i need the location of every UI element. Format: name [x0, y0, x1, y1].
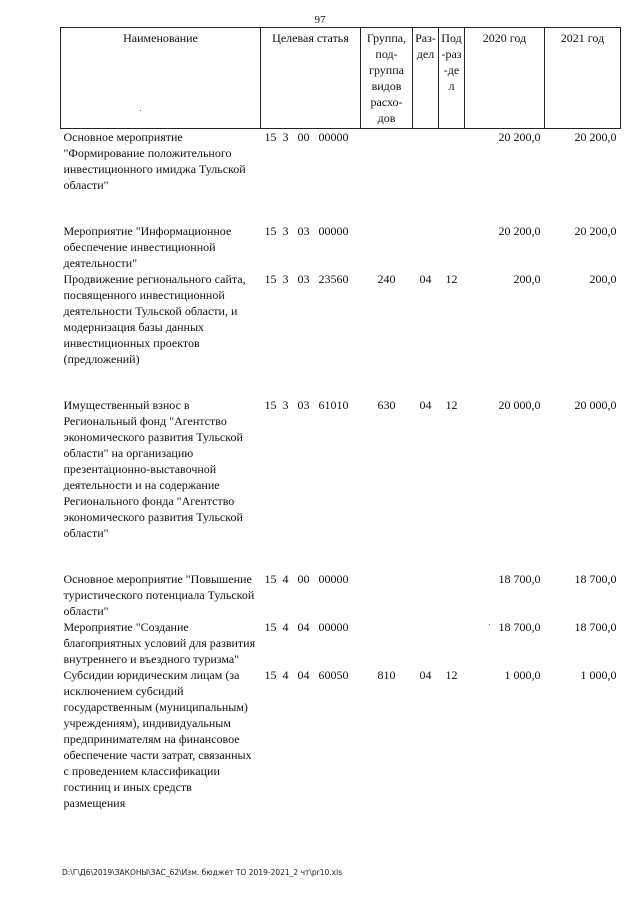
file-path-footer: D:\Г\Д6\2019\ЗАКОНЫ\ЗАС_62\Изм. бюджет ТО 2019-2021_2 чт\pr10.xls: [62, 868, 343, 877]
row-name: Имущественный взнос в Региональный фонд "Агентство экономического развития Тульской области" на организацию презентационно-выставочной деятельности и на содержание Регионального фонда "Агентство экономического развития Тульской области": [63, 398, 243, 540]
header-year-2020: 2020 год: [465, 28, 545, 129]
header-name: Наименование: [61, 28, 261, 129]
row-year-2021: 18 700,0: [574, 620, 617, 634]
table-row: [61, 129, 621, 224]
row-subsection: 12: [445, 272, 458, 286]
table-row: [61, 223, 621, 271]
scan-speck: [140, 110, 141, 111]
row-section: [413, 619, 439, 667]
header-year-2021: 2021 год: [545, 28, 621, 129]
row-code: 15 4 04 60050: [264, 668, 349, 682]
row-code: 15 4 04 00000: [264, 620, 349, 634]
row-year-2021: 18 700,0: [574, 572, 617, 586]
row-section: 04: [419, 272, 432, 286]
row-group: [361, 619, 413, 667]
table-row: [61, 571, 621, 619]
row-code: 15 3 03 61010: [264, 398, 349, 412]
row-name: Субсидии юридическим лицам (за исключением субсидий государственным (муниципальным) учреждениям), индивидуальным предпринимателям на финансовое обеспечение части затрат, связанных с проведением классификации гостиниц и иных средств размещения: [63, 668, 252, 810]
row-group: [361, 223, 413, 271]
budget-table: [60, 27, 621, 811]
row-code: 15 3 03 23560: [264, 272, 349, 286]
row-year-2021: 1 000,0: [580, 668, 617, 682]
table-row: [61, 397, 621, 571]
row-code: 15 3 03 00000: [264, 224, 349, 238]
table-body: [61, 129, 621, 812]
budget-table-wrapper: [60, 27, 620, 811]
row-section: [413, 571, 439, 619]
header-code: Целевая статья: [261, 28, 361, 129]
row-group: 240: [377, 272, 396, 286]
page-number: 97: [314, 14, 326, 26]
header-section: Раз-дел: [413, 28, 439, 129]
row-section: 04: [419, 668, 432, 682]
row-year-2020: 200,0: [513, 272, 541, 286]
row-year-2021: 20 200,0: [574, 130, 617, 144]
row-name: Основное мероприятие "Формирование положительного инвестиционного имиджа Тульской области": [63, 130, 246, 192]
row-subsection: [439, 571, 465, 619]
row-year-2020: 18 700,0: [498, 572, 541, 586]
row-group: 630: [377, 398, 396, 412]
row-subsection: [439, 223, 465, 271]
row-name: Основное мероприятие "Повышение туристического потенциала Тульской области": [63, 572, 255, 618]
table-row: [61, 667, 621, 811]
row-code: 15 4 00 00000: [264, 572, 349, 586]
row-name: Продвижение регионального сайта, посвященного инвестиционной деятельности Тульской области, и модернизация базы данных инвестиционных проектов (предложений): [63, 272, 246, 366]
row-year-2020: 20 200,0: [498, 224, 541, 238]
row-subsection: [439, 129, 465, 224]
table-header: [61, 28, 621, 129]
row-year-2020: 18 700,0: [498, 620, 541, 634]
row-year-2020: 20 000,0: [498, 398, 541, 412]
row-year-2020: 1 000,0: [504, 668, 541, 682]
header-group: Группа, под-группа видов расхо-дов: [361, 28, 413, 129]
row-year-2020: 20 200,0: [498, 130, 541, 144]
row-subsection: 12: [445, 398, 458, 412]
row-group: [361, 129, 413, 224]
table-row: [61, 271, 621, 397]
scan-speck: [489, 624, 490, 625]
row-year-2021: 20 200,0: [574, 224, 617, 238]
table-row: [61, 619, 621, 667]
row-subsection: [439, 619, 465, 667]
row-group: [361, 571, 413, 619]
header-subsection: Под-раз-дел: [439, 28, 465, 129]
row-subsection: 12: [445, 668, 458, 682]
row-name: Мероприятие "Информационное обеспечение инвестиционной деятельности": [63, 224, 232, 270]
row-group: 810: [377, 668, 396, 682]
row-year-2021: 200,0: [589, 272, 617, 286]
row-section: [413, 223, 439, 271]
row-year-2021: 20 000,0: [574, 398, 617, 412]
row-code: 15 3 00 00000: [264, 130, 349, 144]
row-name: Мероприятие "Создание благоприятных условий для развития внутреннего и въездного туризма": [63, 620, 256, 666]
row-section: 04: [419, 398, 432, 412]
row-section: [413, 129, 439, 224]
